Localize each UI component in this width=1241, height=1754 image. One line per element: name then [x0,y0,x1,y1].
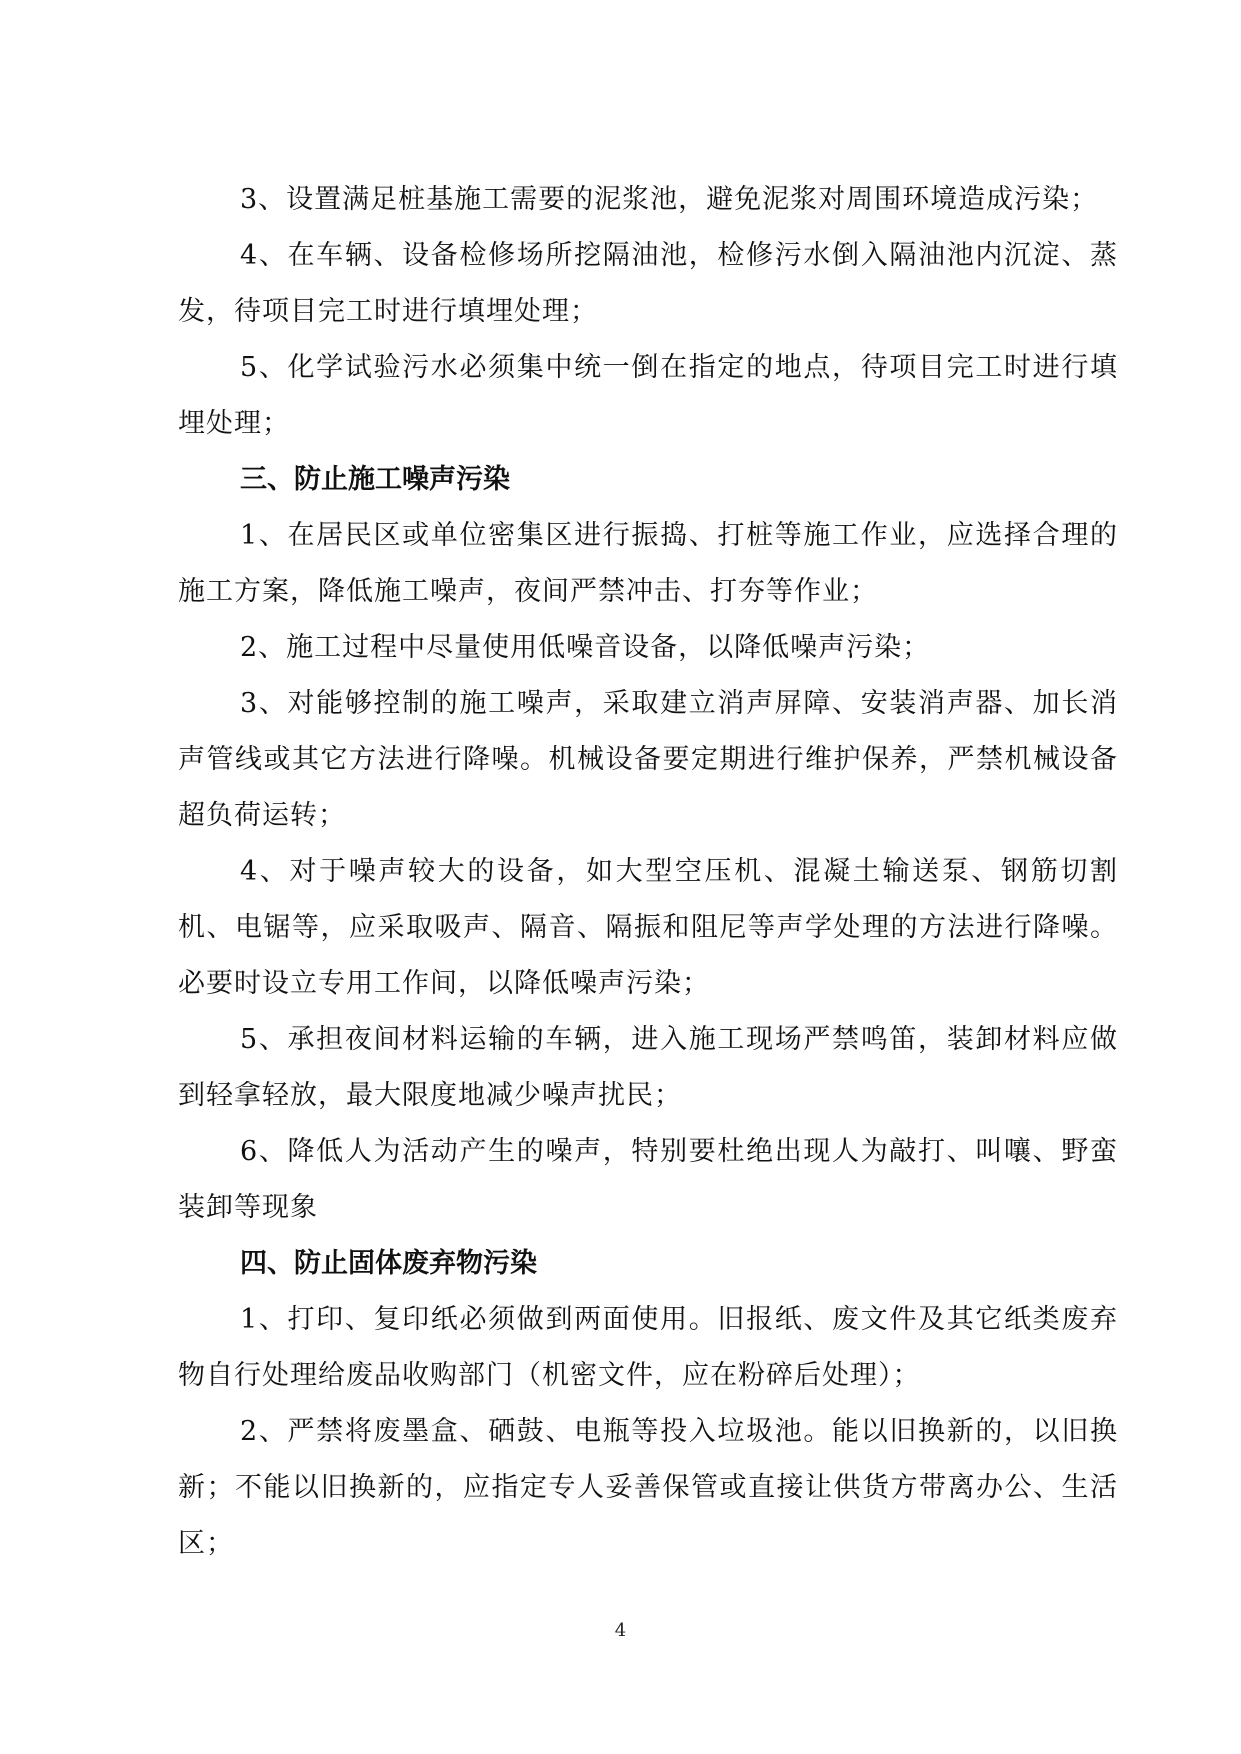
para-sec2-item4: 4、在车辆、设备检修场所挖隔油池，检修污水倒入隔油池内沉淀、蒸发，待项目完工时进行填埋处理； [178,240,1118,327]
para-sec3-item6: 6、降低人为活动产生的噪声，特别要杜绝出现人为敲打、叫嚷、野蛮装卸等现象 [178,1136,1118,1223]
para-sec3-item2: 2、施工过程中尽量使用低噪音设备，以降低噪声污染； [240,632,931,663]
para-sec3-item1: 1、在居民区或单位密集区进行振捣、打桩等施工作业，应选择合理的施工方案，降低施工噪声，夜间严禁冲击、打夯等作业； [178,520,1118,607]
heading-section-3: 三、防止施工噪声污染 [240,464,510,495]
para-sec2-item3: 3、设置满足桩基施工需要的泥浆池，避免泥浆对周围环境造成污染； [240,184,1099,215]
para-sec3-item5: 5、承担夜间材料运输的车辆，进入施工现场严禁鸣笛，装卸材料应做到轻拿轻放，最大限度地减少噪声扰民； [178,1024,1118,1111]
para-sec3-item4: 4、对于噪声较大的设备，如大型空压机、混凝土输送泵、钢筋切割机、电锯等，应采取吸声、隔音、隔振和阻尼等声学处理的方法进行降噪。必要时设立专用工作间，以降低噪声污染； [178,856,1118,999]
para-sec4-item1: 1、打印、复印纸必须做到两面使用。旧报纸、废文件及其它纸类废弃物自行处理给废品收购部门（机密文件，应在粉碎后处理）； [178,1304,1118,1391]
heading-section-4: 四、防止固体废弃物污染 [240,1248,537,1279]
page-number: 4 [614,1620,627,1641]
para-sec2-item5: 5、化学试验污水必须集中统一倒在指定的地点，待项目完工时进行填埋处理； [178,352,1118,439]
page-content [178,172,1118,1572]
para-sec3-item3: 3、对能够控制的施工噪声，采取建立消声屏障、安装消声器、加长消声管线或其它方法进行降噪。机械设备要定期进行维护保养，严禁机械设备超负荷运转； [178,688,1118,831]
para-sec4-item2: 2、严禁将废墨盒、硒鼓、电瓶等投入垃圾池。能以旧换新的，以旧换新；不能以旧换新的，应指定专人妥善保管或直接让供货方带离办公、生活区； [178,1416,1118,1559]
